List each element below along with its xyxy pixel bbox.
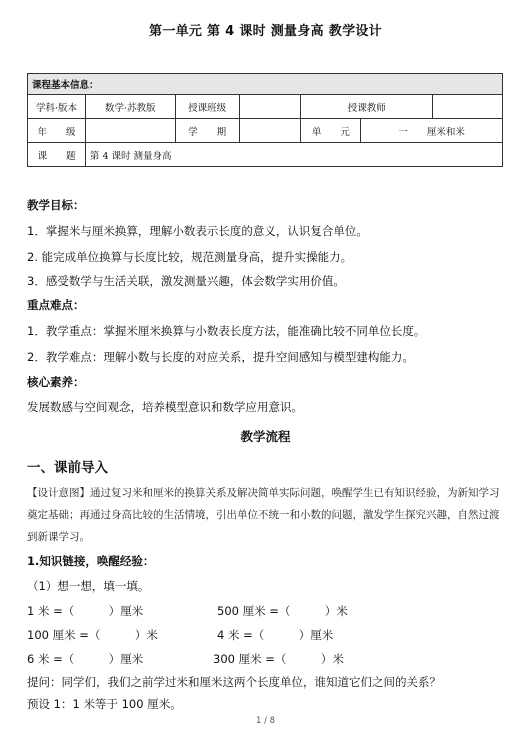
lesson-value: 第 4 课时 测量身高 xyxy=(85,143,502,167)
key-points-heading: 重点难点： xyxy=(27,298,85,312)
unit-label: 单 元 xyxy=(301,119,361,143)
key-point-item: 2．教学难点：理解小数与长度的对应关系，提升空间感知与模型建构能力。 xyxy=(27,350,414,364)
exercise-item: 100 厘米 =（ ）米 xyxy=(27,628,158,642)
objective-item: 3．感受数学与生活关联，激发测量兴趣，体会数学实用价值。 xyxy=(27,274,345,288)
exercise-item: 4 米 =（ ）厘米 xyxy=(217,628,334,642)
exercise-item: 500 厘米 =（ ）米 xyxy=(217,604,348,618)
teacher-label: 授课教师 xyxy=(301,95,433,119)
literacy-text: 发展数感与空间观念，培养模型意识和数学应用意识。 xyxy=(27,400,303,414)
unit-value: 一 厘米和米 xyxy=(361,119,503,143)
course-info-table xyxy=(27,73,503,167)
preset-answer: 预设 1：1 米等于 100 厘米。 xyxy=(27,697,182,711)
document-title: 第一单元 第 4 课时 测量身高 教学设计 xyxy=(149,24,382,39)
class-value xyxy=(239,95,301,119)
info-table-header: 课程基本信息： xyxy=(28,74,503,95)
teacher-value xyxy=(433,95,503,119)
literacy-heading: 核心素养： xyxy=(27,375,85,389)
page-number: 1 / 8 xyxy=(255,716,276,726)
term-label: 学 期 xyxy=(175,119,239,143)
grade-value xyxy=(85,119,175,143)
exercise-item: 6 米 =（ ）厘米 xyxy=(27,652,144,666)
objectives-heading: 教学目标： xyxy=(27,198,85,212)
exercise-item: 300 厘米 =（ ）米 xyxy=(213,652,344,666)
class-label: 授课班级 xyxy=(175,95,239,119)
lesson-label: 课 题 xyxy=(28,143,86,167)
subject-value: 数学·苏教版 xyxy=(85,95,175,119)
question-label: （1）想一想，填一填。 xyxy=(27,579,150,593)
flow-heading: 教学流程 xyxy=(240,429,291,444)
teacher-prompt: 提问：同学们，我们之前学过米和厘米这两个长度单位，谁知道它们之间的关系？ xyxy=(27,675,441,689)
grade-label: 年 级 xyxy=(28,119,86,143)
design-intent-paragraph: 【设计意图】通过复习米和厘米的换算关系及解决简单实际问题，唤醒学生已有知识经验，为新知学习奠定基础；再通过身高比较的生活情境，引出单位不统一和小数的问题，激发学生探究兴趣，自然过渡到新课学习。 xyxy=(27,487,500,543)
subject-label: 学科·版本 xyxy=(28,95,86,119)
section-heading: 一、课前导入 xyxy=(27,460,108,476)
term-value xyxy=(239,119,301,143)
exercise-item: 1 米 =（ ）厘米 xyxy=(27,604,144,618)
knowledge-link-heading: 1.知识链接，唤醒经验： xyxy=(27,554,155,568)
objective-item: 2. 能完成单位换算与长度比较，规范测量身高，提升实操能力。 xyxy=(27,250,353,264)
objective-item: 1．掌握米与厘米换算，理解小数表示长度的意义，认识复合单位。 xyxy=(27,224,368,238)
key-point-item: 1．教学重点：掌握米厘米换算与小数表长度方法，能准确比较不同单位长度。 xyxy=(27,324,426,338)
